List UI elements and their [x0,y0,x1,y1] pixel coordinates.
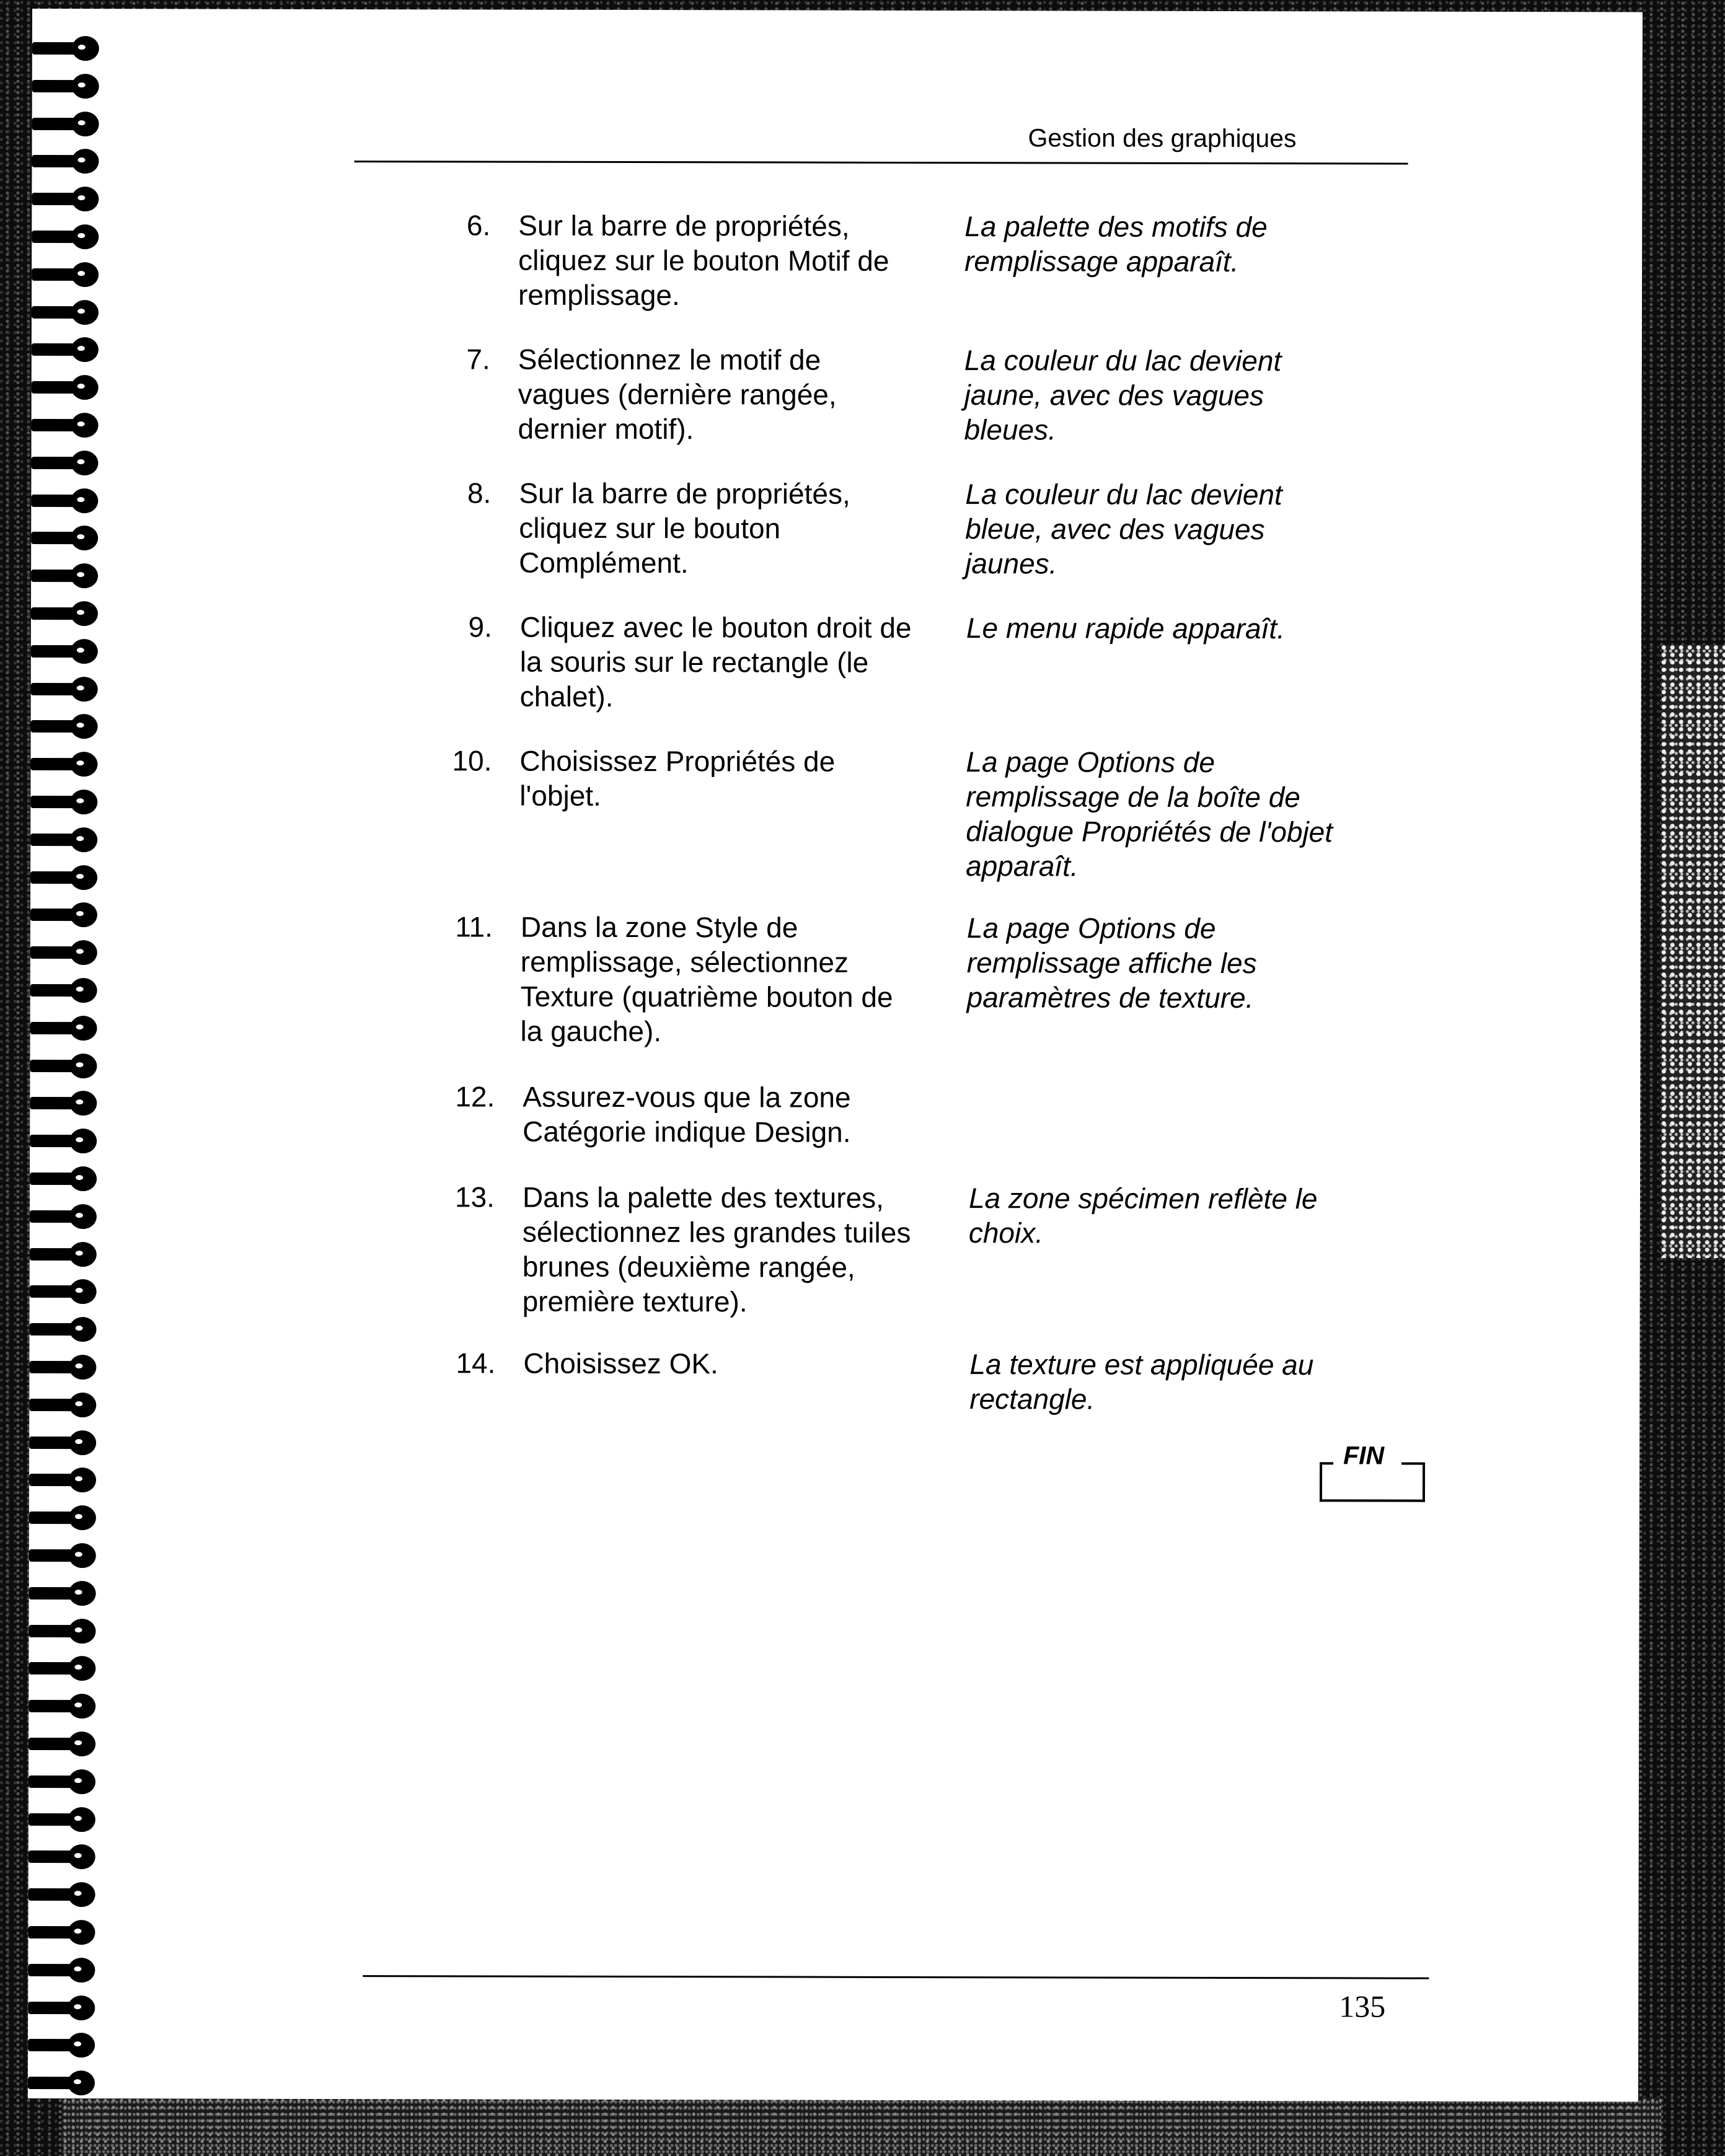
spiral-coil [32,146,106,176]
coil-hole [70,752,97,777]
step-number: 14. [456,1347,496,1379]
coil-hole [68,1844,95,1869]
coil-hole [69,1543,96,1568]
spiral-coil [32,335,106,364]
spiral-coil [28,1917,102,1947]
coil-hole [71,224,99,249]
spiral-coil [30,1051,104,1081]
coil-hole [68,2070,95,2095]
step-result: La page Options de remplissage affiche les paramètres de texture. [966,912,1257,1014]
spiral-coil [31,448,105,478]
coil-hole [71,300,99,325]
coil-hole [71,488,98,513]
coil-hole [71,187,99,211]
coil-hole [69,1430,96,1455]
spiral-coil [30,975,105,1005]
coil-hole [69,1129,97,1153]
spiral-coil [29,1616,103,1646]
spiral-coil [30,938,105,967]
coil-hole [71,563,98,588]
step-number: 7. [466,343,490,376]
step-instruction: Choisissez OK. [523,1347,718,1380]
step-instruction: Sur la barre de propriétés, cliquez sur le bouton Motif de remplissage. [518,209,889,312]
spiral-coil [29,1880,103,1909]
coil-hole [69,1317,96,1342]
spiral-coil [29,1691,103,1721]
coil-hole [71,413,99,438]
coil-hole [68,1731,95,1756]
spiral-coil [32,372,106,402]
coil-hole [71,149,99,174]
end-marker [1320,1441,1425,1502]
coil-hole [69,1581,96,1606]
coil-hole [71,601,98,626]
spiral-coil [29,1541,104,1570]
spiral-coil [31,636,105,666]
coil-hole [69,1467,96,1492]
spiral-coil [29,1390,104,1420]
spiral-coil [30,1013,105,1043]
coil-hole [71,337,99,362]
coil-hole [68,1807,95,1832]
spiral-coil [29,1465,104,1495]
spiral-coil [32,260,106,289]
step-instruction: Sélectionnez le motif de vagues (dernière rangée, dernier motif). [518,343,837,446]
step-result: La palette des motifs de remplissage apparaît. [964,210,1268,278]
coil-hole [72,112,99,136]
coil-hole [70,940,97,965]
step-instruction: Choisissez Propriétés de l'objet. [519,744,836,812]
spiral-coil [28,1955,102,1985]
scan-noise-right [1661,645,1725,1258]
coil-hole [70,865,97,890]
coil-hole [71,526,98,550]
coil-hole [71,677,98,702]
coil-hole [71,262,99,287]
step-number: 11. [455,910,493,943]
coil-hole [69,1091,97,1115]
coil-hole [69,1242,97,1267]
spiral-binding [28,33,107,2103]
step-instruction: Sur la barre de propriétés, cliquez sur le bouton Complément. [519,477,850,579]
spiral-coil [30,1277,104,1306]
spiral-coil [28,2030,102,2060]
step-result: La couleur du lac devient jaune, avec des vagues bleues. [964,344,1282,446]
coil-hole [71,714,98,739]
step-result: La page Options de remplissage de la boîte de dialogue Propriétés de l'objet apparaît. [966,746,1333,882]
spiral-coil [32,71,107,101]
spiral-coil [29,1578,104,1608]
coil-hole [69,1204,97,1229]
coil-hole [68,1920,95,1945]
step-number: 8. [467,477,492,509]
step-instruction: Cliquez avec le bouton droit de la souris sur le rectangle (le chalet). [519,610,912,713]
spiral-coil [31,674,105,704]
coil-hole [71,375,99,400]
spiral-coil [29,1767,103,1797]
coil-hole [69,1355,96,1379]
running-header: Gestion des graphiques [1028,123,1297,153]
spiral-coil [29,1428,104,1458]
spiral-coil [29,1653,103,1683]
spiral-coil [30,863,105,892]
coil-hole [68,1882,95,1907]
spiral-coil [29,1729,103,1759]
spiral-coil [30,900,105,930]
step-instruction: Dans la zone Style de remplissage, sélectionnez Texture (quatrième bouton de la gauche). [520,910,893,1048]
spiral-coil [30,1164,104,1194]
coil-hole [68,2033,95,2057]
spiral-coil [30,787,105,817]
coil-hole [69,1393,96,1417]
spiral-coil [29,1314,104,1344]
step-number: 12. [455,1080,495,1113]
spiral-coil [28,1993,102,2023]
spiral-coil [30,749,105,779]
coil-hole [70,978,97,1003]
coil-hole [70,790,97,814]
coil-hole [72,74,99,99]
end-marker-tick-left [1320,1462,1333,1464]
step-instruction: Assurez-vous que la zone Catégorie indique Design. [523,1080,851,1148]
coil-hole [69,1166,97,1191]
step-number: 10. [452,744,492,777]
coil-hole [70,902,97,927]
spiral-coil [32,222,106,252]
coil-hole [68,1769,95,1794]
coil-hole [68,1958,95,1982]
spiral-coil [30,1088,104,1118]
end-marker-tick-right [1401,1463,1425,1465]
step-result: La zone spécimen reflète le choix. [968,1182,1318,1249]
spiral-coil [32,33,107,63]
spiral-coil [31,486,105,516]
spiral-coil [31,711,105,741]
spiral-coil [32,410,106,440]
scan-noise-bottom [62,2098,1661,2156]
coil-hole [71,639,98,664]
spiral-coil [29,1352,104,1382]
spiral-coil [30,1126,104,1156]
spiral-coil [31,523,105,553]
coil-hole [68,1995,95,2020]
manual-page [28,9,1643,2101]
step-number: 9. [468,610,492,643]
coil-hole [70,1016,97,1041]
page-number: 135 [1339,1989,1386,2024]
step-result: La couleur du lac devient bleue, avec des vagues jaunes. [965,478,1282,580]
spiral-coil [29,1842,103,1872]
spiral-coil [30,1202,104,1231]
spiral-coil [31,599,105,628]
header-rule [354,161,1408,165]
spiral-coil [29,1503,104,1533]
step-result: La texture est appliquée au rectangle. [969,1348,1314,1415]
spiral-coil [29,1805,103,1834]
end-marker-label: FIN [1343,1441,1385,1470]
spiral-coil [31,561,105,591]
coil-hole [69,1505,96,1530]
step-instruction: Dans la palette des textures, sélectionnez les grandes tuiles brunes (deuxième rangée, première texture). [522,1181,911,1318]
spiral-coil [32,184,106,214]
coil-hole [71,451,98,475]
step-result [969,1080,1403,1081]
coil-hole [70,827,97,852]
step-number: 13. [454,1181,495,1213]
footer-rule [363,1975,1429,1979]
step-number: 6. [466,209,491,242]
spiral-coil [28,2068,102,2098]
step-result: Le menu rapide apparaît. [966,612,1285,645]
spiral-coil [32,109,107,139]
spiral-coil [32,297,106,327]
coil-hole [69,1279,97,1304]
coil-hole [72,36,99,61]
coil-hole [69,1054,97,1078]
coil-hole [68,1656,95,1681]
coil-hole [68,1694,95,1718]
spiral-coil [30,1239,104,1269]
coil-hole [68,1619,95,1643]
spiral-coil [30,825,105,855]
